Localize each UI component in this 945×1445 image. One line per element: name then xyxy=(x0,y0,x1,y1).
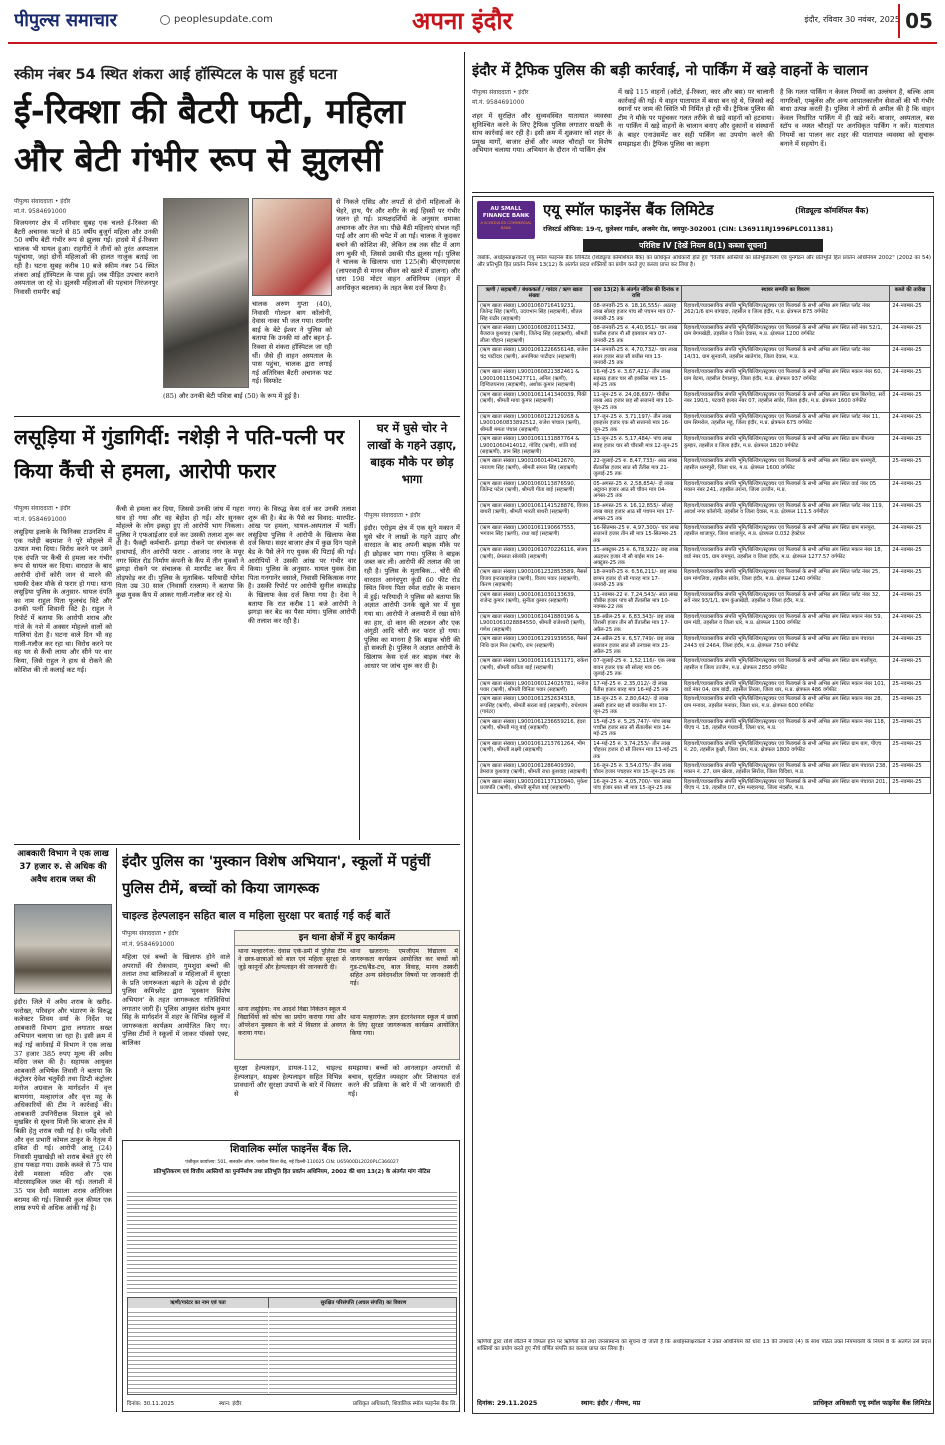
story5-headline: आबकारी विभाग ने एक लाख 37 हजार रु. से अधिक की अवैध शराब जब्त की xyxy=(17,849,109,885)
story6-box-item-3-text: थाना खजराना: एमजीएम विद्यालय में जागरूकता कार्यक्रम आयोजित कर बच्चों को गुड-टच/बैड-टच, बाल विवाह, मानव तस्करी सहित अन्य संवेदनशील विषयों पर जानकारी दी गई। xyxy=(350,948,458,987)
au-logo-sub: A SCHEDULED COMMERCIAL BANK xyxy=(480,221,532,230)
table-row xyxy=(478,657,931,679)
au-bank-notice xyxy=(472,196,934,1414)
table-row xyxy=(478,524,931,546)
table-row xyxy=(478,590,931,612)
table-cell-notice: 15-अक्टूबर-25 रु. 6,78,922/- छह लाख अठहत्तर हजार नौ सौ बाईस मात्र 14-अक्टूबर-25 तक xyxy=(591,546,682,568)
table-cell-date: 25-नवम्बर-25 xyxy=(890,777,931,793)
shivalik-col1-body xyxy=(128,1309,268,1395)
table-cell-borrower: (ऋण खाता संख्या) L9001060716419231, जितेन्द्र सिंह (ऋणी), उदयभान सिंह (सहऋणी), शीतल सिंह राठौर (सहऋणी) xyxy=(478,301,591,323)
story1-caption: (85) और उनकी बेटी पवित्रा बाई (50) के रूप में हुई है। xyxy=(163,392,300,400)
story2-headline: इंदौर में ट्रैफिक पुलिस की बड़ी कार्रवाई, नो पार्किंग में खड़े वाहनों के चालान xyxy=(472,63,868,79)
story1-headline: ई-रिक्शा की बैटरी फटी, महिला और बेटी गंभीर रूप से झुलसीं xyxy=(14,92,405,180)
table-cell-property: रिहायशी/व्यावसायिक संपत्ति भूमि/बिल्डिंग/स्ट्रक्चर एवं फिक्चर्स के सभी अभिन्न अंग स्थित प्लॉट नंबर 32, सर्वे नंबर 93/1/1, ग्राम कुंआखेड़ी, तहसील व जिला इंदौर, म.प्र. xyxy=(681,590,889,612)
table-cell-property: रिहायशी/व्यावसायिक संपत्ति भूमि/बिल्डिंग/स्ट्रक्चर एवं फिक्चर्स के सभी अभिन्न अंग स्थित सर्वे नंबर 52/1, ग्राम बेगमखेड़ी, तहसील व जिला देवास, म.प्र. क्षेत्रफल 1200 वर्गफीट xyxy=(681,324,889,346)
shivalik-col1-header: ऋणी/गारंटर का नाम एवं पता xyxy=(128,1298,268,1308)
table-cell-property: रिहायशी/व्यावसायिक संपत्ति भूमि/बिल्डिंग/स्ट्रक्चर एवं फिक्चर्स के सभी अभिन्न अंग स्थित प्लॉट नंबर 262/1/6 ग्राम बांगड़दा, तहसील व जिला इंदौर, म.प्र. क्षेत्रफल 875 वर्गफीट xyxy=(681,301,889,323)
story6-box-item-3 xyxy=(350,948,458,1012)
table-cell-borrower: (ऋण खाता संख्या) L9001061137130940, मुकेश प्रजापति (ऋणी), श्रीमती सुनीता बाई (सहऋणी) xyxy=(478,777,591,793)
shivalik-title: शिवालिक स्मॉल फाइनेंस बैंक लि. xyxy=(230,1144,352,1155)
table-row xyxy=(478,435,931,457)
table-cell-notice: 15-मई-25 रु. 5,25,747/- पांच लाख पच्चीस हजार सात सौ सैंतालीस मात्र 14-मई-25 तक xyxy=(591,717,682,739)
table-cell-date: 25-नवम्बर-25 xyxy=(890,739,931,761)
table-row xyxy=(478,612,931,634)
table-cell-property: रिहायशी/व्यावसायिक संपत्ति भूमि/बिल्डिंग/स्ट्रक्चर एवं फिक्चर्स के सभी अभिन्न अंग स्थित वार्ड नंबर 05 मकान नंबर 241, तहसील तराना, जिला उज्जैन, म.प्र. xyxy=(681,479,889,501)
table-cell-borrower: (ऋण खाता संख्या) L9001060140412670, नारायण सिंह (ऋणी), श्रीमती सपना सिंह (सहऋणी) xyxy=(478,457,591,479)
table-cell-date: 24-नवम्बर-25 xyxy=(890,657,931,679)
table-row xyxy=(478,457,931,479)
table-cell-borrower: (ऋण खाता संख्या) L9001061213761264, भीम (ऋणी), श्रीमती लक्ष्मी (सहऋणी) xyxy=(478,739,591,761)
table-cell-property: रिहायशी/व्यावसायिक संपत्ति भूमि/बिल्डिंग/स्ट्रक्चर एवं फिक्चर्स के सभी अभिन्न अंग स्थित मकान नंबर 60, ग्राम बेटमा, तहसील देपालपुर, जिला इंदौर, म.प्र. क्षेत्रफल 937 वर्गफीट xyxy=(681,368,889,390)
table-cell-borrower: (ऋण खाता संख्या) L9001061041880196 & L9001061028884550, श्रीमती राजेश्वरी (ऋणी), गणेश (सहऋणी) xyxy=(478,612,591,634)
table-cell-notice: 08-जनवरी-25 रु. 18,16,555/- अठारह लाख सोलह हजार पांच सौ पचपन मात्र 07-जनवरी-25 तक xyxy=(591,301,682,323)
table-row xyxy=(478,695,931,717)
table-row xyxy=(478,717,931,739)
story6-box-title: इन थाना क्षेत्रों में हुए कार्यक्रम xyxy=(235,931,459,946)
au-footer-note: ऋणियों द्वारा राशि लौटाने में विफल होने पर ऋणियों को तथा जनसामान्य को सूचना दी जाती है कि अधोहस्ताक्षरकर्ता ने उक्त अधिनियम की धारा 13 की उपधारा (4) के साथ पठित उक्त नियमावली के नियम 8 के अंतर्गत उसे प्रदत्त शक्तियों का प्रयोग करते हुए नीचे वर्णित संपत्ति का कब्जा प्राप्त कर लिया है। xyxy=(477,1339,931,1352)
shivalik-body xyxy=(127,1189,457,1293)
table-cell-property: रिहायशी/व्यावसायिक संपत्ति भूमि/बिल्डिंग/स्ट्रक्चर एवं फिक्चर्स के सभी अभिन्न अंग स्थित ग्राम पीपल्या कुम्हार, तहसील व जिला इंदौर, म.प्र. क्षेत्रफल 1820 वर्गफीट xyxy=(681,435,889,457)
table-cell-borrower: (ऋण खाता संख्या) L9001060821382461 & L9001061150427711, अनिल (ऋणी), दिग्विजयनाथ (सहऋणी), अशोक कुमार (सहऋणी) xyxy=(478,368,591,390)
table-cell-date: 25-नवम्बर-25 xyxy=(890,457,931,479)
au-address: रजिस्टर्ड ऑफिस: 19-ए, धुलेश्वर गार्डन, अजमेर रोड, जयपुर-302001 (CIN: L36911RJ1996PLC011381) xyxy=(543,225,833,233)
au-bank-sub: (शिड्यूल्ड कॉमर्शियल बैंक) xyxy=(795,206,869,215)
story1-mobile: मो.नं. 9584691000 xyxy=(14,208,67,215)
table-cell-property: रिहायशी/व्यावसायिक संपत्ति भूमि/बिल्डिंग/स्ट्रक्चर एवं फिक्चर्स के सभी अभिन्न अंग स्थित प्लॉट नंबर 14/31, ग्राम सुनवानी, तहसील खातेगांव, जिला देवास, म.प्र. xyxy=(681,346,889,368)
table-row xyxy=(478,501,931,523)
table-cell-date: 24-नवम्बर-25 xyxy=(890,635,931,657)
table-cell-date: 24-नवम्बर-25 xyxy=(890,590,931,612)
table-cell-borrower: (ऋण खाता संख्या) L9001061030133639, राजेन्द्र कुमार (ऋणी), सुनीता कुमार (सहऋणी) xyxy=(478,590,591,612)
table-row xyxy=(478,390,931,412)
story4-byline: पीपुल्स संवाददाता • इंदौर xyxy=(364,512,421,519)
table-cell-date: 24-नवम्बर-25 xyxy=(890,346,931,368)
story1-kicker: स्कीम नंबर 54 स्थित शंकरा आई हॉस्पिटल के पास हुई घटना xyxy=(14,67,338,83)
table-cell-borrower: (ऋण खाता संख्या) L9001061141340039, पिंकी (ऋणी), श्रीमती माया कुमार (सहऋणी) xyxy=(478,390,591,412)
table-cell-borrower: (ऋण खाता संख्या) L9001061161151171, राकेश (ऋणी), श्रीमती कविता बाई (सहऋणी) xyxy=(478,657,591,679)
table-cell-notice: 11-नवम्बर-22 रु. 7,24,543/- सात लाख चौबीस हजार पांच सौ तैंतालीस मात्र 10-नवम्बर-22 तक xyxy=(591,590,682,612)
table-cell-date: 24-नवम्बर-25 xyxy=(890,524,931,546)
story6-body3: समझाया। बच्चों को आनलाइन अपराधों से बचाव, सुरक्षित व्यवहार और शिकायत दर्ज करने की प्रक्रिया के बारे में भी जानकारी दी गई। xyxy=(348,1064,460,1098)
story3-mobile: मो.नं. 9584691000 xyxy=(14,516,67,523)
au-logo-text: AU SMALL FINANCE BANK xyxy=(482,206,530,219)
table-cell-property: रिहायशी/व्यावसायिक संपत्ति भूमि/बिल्डिंग/स्ट्रक्चर एवं फिक्चर्स के सभी अभिन्न अंग स्थित प्लॉट नंबर 11, ग्राम सिमरोल, तहसील महू, जिला इंदौर, म.प्र. क्षेत्रफल 675 वर्गफीट xyxy=(681,412,889,434)
table-row xyxy=(478,777,931,793)
table-cell-notice: 14-जनवरी-25 रु. 4,70,732/- चार लाख सत्तर हजार सात सौ बत्तीस मात्र 13-जनवरी-25 तक xyxy=(591,346,682,368)
table-cell-date: 24-नवम्बर-25 xyxy=(890,479,931,501)
table-cell-borrower: (ऋण खाता संख्या) L9001060113876590, जितेन्द्र पटेल (ऋणी), श्रीमती गीता बाई (सहऋणी) xyxy=(478,479,591,501)
table-cell-notice: 22-जुलाई-25 रु. 8,47,733/- आठ लाख सैंतालीस हजार सात सौ तैंतीस मात्र 21-जुलाई-25 तक xyxy=(591,457,682,479)
story6-body2: सुरक्षा हेल्पलाइन, डायल-112, चाइल्ड हेल्पलाइन, साइबर हेल्पलाइन सहित विभिन्न प्रावधानों और सुरक्षा उपायों के बारे में विस्तार से xyxy=(234,1064,342,1098)
table-cell-notice: 16-जून-25 रु. 4,05,700/- चार लाख पांच हजार सात सौ मात्र 15-जून-25 तक xyxy=(591,777,682,793)
table-cell-date: 24-नवम्बर-25 xyxy=(890,568,931,590)
page-number: 05 xyxy=(898,4,938,38)
story1-body3: से निकले एसिड और लपटों से दोनों महिलाओं के चेहरे, हाथ, पैर और शरीर के कई हिस्सों पर गंभीर जलन हो गई। प्रत्यक्षदर्शियों के अनुसार धमाका अचानक और तेज था। पीछे बैठी महिलाएं संभल नहीं पाईं और आग की चपेट में आ गईं। चालक ने कूदकर बचने की कोशिश की, लेकिन तब तक सीट में आग लग चुकी थी, जिससे उसकी पीठ झुलस गई। पुलिस ने चालक के खिलाफ धारा 125(बी) बीएनएसएस (लापरवाही से मानव जीवन को खतरे में डालना) और धारा 198 मोटर वाहन अधिनियम (वाहन में अनधिकृत बदलाव) के तहत केस दर्ज किया है। xyxy=(336,198,460,292)
table-row xyxy=(478,679,931,695)
story1-byline: पीपुल्स संवाददाता • इंदौर xyxy=(14,198,71,205)
table-cell-borrower: (ऋण खाता संख्या) L9001061226656148, राजेश चंद्र पाटीदार (ऋणी), अनामिका पाटीदार (सहऋणी) xyxy=(478,346,591,368)
table-cell-property: रिहायशी/व्यावसायिक संपत्ति भूमि/बिल्डिंग/स्ट्रक्चर एवं फिक्चर्स के सभी अभिन्न अंग स्थित ग्राम मानपुरा, तहसील शाजापुर, जिला शाजापुर, म.प्र. क्षेत्रफल 0.032 हेक्टेयर xyxy=(681,524,889,546)
story2-body: शहर में सुरक्षित और सुव्यवस्थित यातायात व्यवस्था सुनिश्चित करने के लिए ट्रैफिक पुलिस लगातार सख्ती के साथ कार्रवाई कर रही है। इसी क्रम में शुक्रवार को शहर के प्रमुख मार्गों, बाजार क्षेत्रों और व्यस्त चौराहों पर विशेष अभियान चलाया गया। अभियान के दौरान नो पार्किंग क्षेत्र xyxy=(472,112,612,155)
table-row xyxy=(478,346,931,368)
au-place: स्थान: इंदौर / नीमच, मप्र xyxy=(581,1399,641,1407)
shivalik-sign: प्राधिकृत अधिकारी, शिवालिक स्मॉल फाइनेंस बैंक लि. xyxy=(352,1401,457,1407)
story6-box-item-1-text: थाना मल्हारगंज: देवास एके-डमी में पुलिस टीम ने छात्र-छात्राओं को बाल एवं महिला सुरक्षा से जुड़े कानूनों और हेल्पलाइन की जानकारी दी। xyxy=(238,948,346,971)
story6-box-item-1 xyxy=(238,948,346,1004)
shivalik-address: पंजीकृत कार्यालय: 501, सलकॉन ऑरम, जसोला जिला केंद्र, नई दिल्ली-110025 CIN: U65900DL2020PLC366027 xyxy=(185,1160,399,1165)
table-cell-borrower: (ऋण खाता संख्या) L9001061232853589, मैसर्स विजय इन्टरप्राइजेज (ऋणी), विजय पवार (सहऋणी), किरण (सहऋणी) xyxy=(478,568,591,590)
story4-body: इंदौर। एरोड्रम क्षेत्र में एक सूने मकान में घुसे चोर ने लाखों के गहने उड़ाए और वारदात के बाद अपनी बाइक मौके पर ही छोड़कर भाग गया। पुलिस ने बाइक जब्त कर ली। आरोपी की तलाश की जा रही है। पुलिस के मुताबिक... चोरी की वारदात आनंदपुरा कुंडी 60 फीट रोड स्थित विनय पिता रमेश राठौर के मकान में हुई। फरियादी ने पुलिस को बताया कि अज्ञात आरोपी उनके खुले घर में घुस गया था। आरोपी ने अलमारी में रखा सोने का हार, दो कान की लटकन और एक अंगूठी आदि चोरी कर फरार हो गया। पुलिस का मानना है कि बाइक चोरी की हो सकती है। पुलिस ने अज्ञात आरोपी के खिलाफ केस दर्ज कर बाइक नंबर के आधार पर जांच शुरू कर दी है। xyxy=(364,524,460,670)
story2-mobile: मो.नं. 9584691000 xyxy=(472,99,525,106)
table-cell-notice: 17-मई-25 रु. 2,35,012/- दो लाख पैंतीस हजार बारह मात्र 16-मई-25 तक xyxy=(591,679,682,695)
table-cell-date: 25-नवम्बर-25 xyxy=(890,695,931,717)
col-date: कब्जे की तारीख xyxy=(890,286,931,302)
table-cell-date: 25-नवम्बर-25 xyxy=(890,762,931,778)
globe-icon xyxy=(160,15,170,25)
table-row xyxy=(478,546,931,568)
table-row xyxy=(478,568,931,590)
table-cell-property: रिहायशी/व्यावसायिक संपत्ति भूमि/बिल्डिंग/स्ट्रक्चर एवं फिक्चर्स के सभी अभिन्न अंग स्थित प्लॉट नंबर 119, आदर्श नगर कॉलोनी, तहसील व जिला देवास, म.प्र. क्षेत्रफल 111.5 वर्गमीटर xyxy=(681,501,889,523)
shivalik-col2-header: सुरक्षित परिसंपत्ति (अचल संपत्ति) का विवरण xyxy=(268,1298,457,1308)
table-cell-date: 24-नवम्बर-25 xyxy=(890,368,931,390)
table-cell-property: रिहायशी/व्यावसायिक संपत्ति भूमि/बिल्डिंग/स्ट्रक्चर एवं फिक्चर्स के सभी अभिन्न अंग स्थित मकान नंबर 101, वार्ड नंबर 04, ग्राम बांद्री, तहसील तिरला, जिला धार, म.प्र. क्षेत्रफल 486 वर्गफीट xyxy=(681,679,889,695)
story6-byline: पीपुल्स संवाददाता • इंदौर xyxy=(122,930,179,937)
table-cell-borrower: (ऋण खाता संख्या) L9001060124025781, मनोज पवार (ऋणी), श्रीमती विनिता पवार (सहऋणी) xyxy=(478,679,591,695)
table-cell-notice: 05-अगस्त-25 रु. 2,58,854/- दो लाख अट्ठावन हजार आठ सौ चौवन मात्र 04-अगस्त-25 तक xyxy=(591,479,682,501)
table-row xyxy=(478,762,931,778)
shivalik-date: दिनांक: 30.11.2025 xyxy=(127,1401,175,1407)
table-cell-property: रिहायशी/व्यावसायिक संपत्ति भूमि/बिल्डिंग/स्ट्रक्चर एवं फिक्चर्स के सभी अभिन्न अंग स्थित मकान नंबर 59, ग्राम मंडी, तहसील व जिला धार, म.प्र. क्षेत्रफल 1300 वर्गफीट xyxy=(681,612,889,634)
story6-body: महिला एवं बच्चों के खिलाफ होने वाले अपराधों की रोकथाम, गुमशुदा बच्चों की तलाश तथा बालिकाओं व महिलाओं में सुरक्षा के प्रति जागरूकता बढ़ाने के उद्देश्य से इंदौर पुलिस कमिश्नरेट द्वारा 'मुस्कान विशेष अभियान' के तहत जागरूकता गतिविधियां लगातार जारी हैं। पुलिस आयुक्त संतोष कुमार सिंह के मार्गदर्शन में शहर के विभिन्न स्कूलों में जागरूकता कार्यक्रम आयोजित किए गए। पुलिस टीमों ने स्कूलों में जाकर पॉक्सो एक्ट, बालिका xyxy=(122,953,230,1047)
masthead-brand: पीपुल्स समाचार xyxy=(14,10,117,31)
table-cell-borrower: (ऋण खाता संख्या) L9001061141528876, विजय बाथरी (ऋणी), श्रीमती भारती बाथरी (सहऋणी) xyxy=(478,501,591,523)
au-intro: जबकि, अधोहस्ताक्षरकर्ता एयू स्मॉल फाइनेंस बैंक लिमिटेड (शिड्यूल्ड कॉमर्शियल बैंक) का प्राधिकृत अधिकारी होते हुए "वित्तीय आस्तियों का प्रतिभूतिकरण एवं पुनर्गठन और प्रतिभूति हित प्रवर्तन अधिनियम 2002" (2002 का 54) और प्रतिभूति हित प्रवर्तन नियम 13(12) के अंतर्गत प्रदत्त शक्तियों का प्रयोग करते हुए कब्जा प्राप्त कर लिया है। xyxy=(477,255,931,268)
table-cell-property: रिहायशी/व्यावसायिक संपत्ति भूमि/बिल्डिंग/स्ट्रक्चर एवं फिक्चर्स के सभी अभिन्न अंग स्थित ग्राम पंचायत 201, पीएच नं. 19, तहसील 07, ग्राम मल्हारगढ़, जिला मंदसौर, म.प्र. xyxy=(681,777,889,793)
story6-box-item-2-text: थाना लसूड़िया: नव आदर्श विद्या निकेतन स्कूल में विद्यार्थियों को कोच का प्रयोग कराया गया और ऑपरेशन मुस्कान के बारे में विस्तार से अवगत कराया गया। xyxy=(238,1006,346,1037)
table-cell-notice: 07-जुलाई-25 रु. 1,52,116/- एक लाख बावन हजार एक सौ सोलह मात्र 06-जुलाई-25 तक xyxy=(591,657,682,679)
table-cell-property: रिहायशी/व्यावसायिक संपत्ति भूमि/बिल्डिंग/स्ट्रक्चर एवं फिक्चर्स के सभी अभिन्न अंग स्थित ग्राम धरमपुरी, तहसील धरमपुरी, जिला धार, म.प्र. क्षेत्रफल 1600 वर्गफीट xyxy=(681,457,889,479)
table-row xyxy=(478,301,931,323)
story6-box-item-4-text: थाना मल्हारगंज: ज्ञान इंटरनेशनल स्कूल में छात्रों के लिए सुरक्षा जागरूकता कार्यक्रम आयोजित किया गया। xyxy=(350,1014,458,1037)
table-cell-property: रिहायशी/व्यावसायिक संपत्ति भूमि/बिल्डिंग/स्ट्रक्चर एवं फिक्चर्स के सभी अभिन्न अंग स्थित ग्राम पंचायत 2443 एवं 2464, जिला इंदौर, म.प्र. क्षेत्रफल 750 वर्गफीट xyxy=(681,635,889,657)
table-cell-borrower: (ऋण खाता संख्या) L9001061070226116, संजय (ऋणी), प्रेमलता सोलंकी (सहऋणी) xyxy=(478,546,591,568)
story1-body2: चालक अरुण गुप्ता (40), निवासी गोल्डन बाग कॉलोनी, देवास नाका भी जल गया। रामगीर बाई के बेटे ईश्वर ने पुलिस को बताया कि उनकी मां और बहन ई-रिक्शा से शंकरा हॉस्पिटल जा रही थीं। जैसे ही वाहन अस्पताल के पास पहुंचा, चालक द्वारा लगाई गई अतिरिक्त बैटरी अचानक फट गई। विस्फोट xyxy=(252,300,332,386)
table-row xyxy=(478,739,931,761)
masthead-website: peoplesupdate.com xyxy=(174,14,273,25)
au-logo xyxy=(477,201,535,239)
table-cell-date: 24-नवम्बर-25 xyxy=(890,501,931,523)
story6-mobile: मो.नं. 9584691000 xyxy=(122,941,175,948)
table-cell-date: 24-नवम्बर-25 xyxy=(890,324,931,346)
table-cell-notice: 18-अगस्त-25 रु. 16,12,855/- सोलह लाख बारह हजार आठ सौ पचपन मात्र 17-अगस्त-25 तक xyxy=(591,501,682,523)
table-cell-borrower: (ऋण खाता संख्या) L9001061291939556, मैसर्स निधि दाल मिल (ऋणी), राम (सहऋणी) xyxy=(478,635,591,657)
story4-headline: घर में घुसे चोर ने लाखों के गहने उड़ाए, बाइक मौके पर छोड़ भागा xyxy=(367,421,457,486)
story5-body: इंदौर। जिले में अवैध शराब के खरीद-फरोख्त, परिवहन और भंडारण के विरुद्ध कलेक्टर शिवम वर्मा के निर्देश पर आबकारी विभाग द्वारा लगातार सख्त अभियान चलाया जा रहा है। इसी क्रम में कई गई कार्रवाई में विभाग ने एक लाख 37 हजार 385 रुपए मूल्य की अवैध मदिरा जब्त की है। सहायक आयुक्त आबकारी अभिषेक तिवारी ने बताया कि कंट्रोलर देवेश चतुर्वेदी तथा डिप्टी कंट्रोलर मनोज अग्रवाल के मार्गदर्शन में वृत्त बाणगंगा, मल्हारगंज और वृत्त महू के अधिकारियों की टीम ने कार्रवाई की। आबकारी उपनिरीक्षक विशाल दुबे को मुखबिर से सूचना मिली कि बाजार क्षेत्र में बिक्री हेतु शराब रखी गई है। धर्मेंद्र जोशी और वृत्त प्रभारी कोमल ठाकुर के नेतृत्व में दबिश दी गई। आरोपी आलू (24) निवासी मुखाखेड़ी को शराब बेचते हुए रंगे हाथ पकड़ा गया। उसके कब्जे से 75 पाव देसी मसाला मदिरा और एक मोटरसाइकिल जब्त की गई। तलाशी में 35 पाव देसी मसाला शराब अतिरिक्त बरामद की गई। जिसकी कुल कीमत एक लाख रुपये से अधिक आंकी गई है। xyxy=(14,998,112,1213)
table-cell-property: रिहायशी/व्यावसायिक संपत्ति भूमि/बिल्डिंग/स्ट्रक्चर एवं फिक्चर्स के सभी अभिन्न अंग स्थित ग्राम बिरगोदा, सर्वे नंबर 190/1, पटवारी हल्का नंबर 07, तहसील सांवेर, जिला इंदौर, म.प्र. क्षेत्रफल 1600 वर्गफीट xyxy=(681,390,889,412)
story6-box xyxy=(234,930,460,1060)
story3-body: लसूड़िया इलाके के फिनिक्स टाउनशिप में एक नशेड़ी बदमाश ने पूरे मोहल्ले में उत्पात मचा दिया। विरोध करने पर उसने एक दंपति पर कैंची से हमला कर गंभीर रूप से घायल कर दिया। वारदात के बाद आरोपी दोनों कोरी जान से मारने की धमकी देकर मौके से फरार हो गया। थाना लसूड़िया पुलिस के अनुसार- घायल दंपति का नाम राहुल पिता फूलचंद विटे और उनकी पत्नी शिवानी विटे है। राहुल ने रिपोर्ट में बताया कि आरोपी शराब और गांजे के नशे में अक्सर मोहल्ले वालों को गालियां देता है। घटना वाले दिन भी वह गाली-गलौज कर रहा था। विरोध करने पर वह घर से कैंची लाया और सीने पर वार किया, जिसे राहुल ने हाथ से रोकने की कोशिश की तो कलाई कट गई। xyxy=(14,528,112,674)
table-cell-notice: 16-जून-25 रु. 3,54,075/- तीन लाख चौवन हजार पचहत्तर मात्र 15-जून-25 तक xyxy=(591,762,682,778)
erickshaw-photo xyxy=(163,198,249,388)
story6-headline: इंदौर पुलिस का 'मुस्कान विशेष अभियान', स्कूलों में पहुंचीं पुलिस टीमें, बच्चों को किया जागरूक xyxy=(122,853,431,897)
au-bank-name: एयू स्मॉल फाइनेंस बैंक लिमिटेड xyxy=(543,201,714,219)
masthead xyxy=(0,0,945,42)
story2-body2: में खड़े 115 वाहनों (ऑटो, ई-रिक्शा, कार और बस) पर चालानी कार्रवाई की गई। ये वाहन यातायात में बाधा बन रहे थे, जिससे कई स्थानों पर जाम की स्थिति भी निर्मित हो रही थी। ट्रैफिक पुलिस की टीम ने मौके पर पहुंचकर गलत तरीके से खड़े वाहनों को हटवाया। ना पार्किंग में खड़े वाहनों के चालान बनाए और दुकानों व संस्थानों के बाहर एनाउंसमेंट कर सही पार्किंग का उपयोग करने की समझाइश दी। ट्रैफिक पुलिस का कहना xyxy=(618,88,774,148)
story1-body: विजयनगर क्षेत्र में शनिवार सुबह एक चलते ई-रिक्शा की बैटरी अचानक फटने से 85 वर्षीय बुजुर्ग महिला और उनकी 50 वर्षीय बेटी गंभीर रूप से झुलस गईं। हादसे में ई-रिक्शा चालक भी घायल हुआ। राहगीरों ने तीनों को तुरंत अस्पताल पहुंचाया, जहां दोनों महिलाओं की हालत नाजुक बताई जा रही है। घटना सुबह करीब 10 बजे स्कीम नंबर 54 स्थित शंकरा आई हॉस्पिटल के पास हुई। जब पीड़ित उपचार कराने अस्पताल जा रहे थे। झुलसी महिलाओं की पहचान निरंजनपुर निवासी रामगीर बाई xyxy=(14,219,158,296)
table-cell-property: रिहायशी/व्यावसायिक संपत्ति भूमि/बिल्डिंग/स्ट्रक्चर एवं फिक्चर्स के सभी अभिन्न अंग स्थित मकान नंबर 18, वार्ड नंबर 05, ग्राम रामपुरा, तहसील व जिला इंदौर, म.प्र. क्षेत्रफल 1277.57 वर्गफीट xyxy=(681,546,889,568)
story6-box-item-4 xyxy=(350,1014,458,1058)
table-cell-date: 25-नवम्बर-25 xyxy=(890,717,931,739)
table-cell-notice: 16-मई-25 रु. 3,67,421/- तीन लाख सड़सठ हजार चार सौ इक्कीस मात्र 15-मई-25 तक xyxy=(591,368,682,390)
table-cell-notice: 18-जनवरी-25 रु. 6,56,211/- छह लाख छप्पन हजार दो सौ ग्यारह मात्र 17-जनवरी-25 तक xyxy=(591,568,682,590)
table-row xyxy=(478,635,931,657)
table-cell-date: 24-नवम्बर-25 xyxy=(890,435,931,457)
table-cell-property: रिहायशी/व्यावसायिक संपत्ति भूमि/बिल्डिंग/स्ट्रक्चर एवं फिक्चर्स के सभी अभिन्न अंग स्थित ग्राम बाग, पीएच नं. 20, तहसील कुक्षी, जिला धार, म.प्र. क्षेत्रफल 1800 वर्गफीट xyxy=(681,739,889,761)
table-cell-notice: 18-अप्रैल-25 रु. 6,83,343/- छह लाख तिरासी हजार तीन सौ तैंतालीस मात्र 17-अप्रैल-25 तक xyxy=(591,612,682,634)
table-cell-borrower: (ऋण खाता संख्या) L9001061252634318, रूपसिंह (ऋणी), श्रीमती सरला बाई (सहऋणी), राधेश्याम (गारंटर) xyxy=(478,695,591,717)
table-cell-notice: 16-सितम्बर-25 रु. 4,97,300/- चार लाख सत्तानवे हजार तीन सौ मात्र 15-सितम्बर-25 तक xyxy=(591,524,682,546)
table-cell-notice: 13-जून-25 रु. 5,17,484/- पांच लाख सत्रह हजार चार सौ चौरासी मात्र 12-जून-25 तक xyxy=(591,435,682,457)
table-cell-notice: 14-मई-25 रु. 3,74,253/- तीन लाख चौहत्तर हजार दो सौ तिरपन मात्र 13-मई-25 तक xyxy=(591,739,682,761)
table-cell-property: रिहायशी/व्यावसायिक संपत्ति भूमि/बिल्डिंग/स्ट्रक्चर एवं फिक्चर्स के सभी अभिन्न अंग स्थित मकान नंबर 28, ग्राम मनावर, तहसील मनावर, जिला धार, म.प्र. क्षेत्रफल 600 वर्गफीट xyxy=(681,695,889,717)
col-property: स्थावर सम्पत्ति का विवरण xyxy=(681,286,889,302)
au-appendix: परिशिष्ट IV [देखें नियम 8(1) कब्जा सूचना] xyxy=(583,239,823,252)
au-sign: प्राधिकृत अधिकारी एयू स्मॉल फाइनेंस बैंक लिमिटेड xyxy=(813,1399,931,1407)
possession-table xyxy=(477,285,931,1335)
table-cell-date: 24-नवम्बर-25 xyxy=(890,612,931,634)
section-title: अपना इंदौर xyxy=(412,7,513,35)
story2-byline: पीपुल्स संवाददाता • इंदौर xyxy=(472,89,529,96)
possession-table-grid xyxy=(477,285,931,794)
table-cell-borrower: (ऋण खाता संख्या) L9001060820113432, बैजराज कुशवाह (ऋणी), जितेन्द्र सिंह (सहऋणी), श्रीमती लीला चौहान (सहऋणी) xyxy=(478,324,591,346)
table-cell-date: 25-नवम्बर-25 xyxy=(890,679,931,695)
table-cell-notice: 24-अप्रैल-25 रु. 6,57,749/- छह लाख सत्तावन हजार सात सौ उनचास मात्र 23-अप्रैल-25 तक xyxy=(591,635,682,657)
story6-box-item-2 xyxy=(238,1006,346,1058)
table-row xyxy=(478,412,931,434)
table-cell-property: रिहायशी/व्यावसायिक संपत्ति भूमि/बिल्डिंग/स्ट्रक्चर एवं फिक्चर्स के सभी अभिन्न अंग स्थित ग्राम मालीपुरा, तहसील व जिला उज्जैन, म.प्र. क्षेत्रफल 2850 वर्गफीट xyxy=(681,657,889,679)
table-cell-date: 24-नवम्बर-25 xyxy=(890,412,931,434)
table-row xyxy=(478,368,931,390)
table-row xyxy=(478,324,931,346)
table-cell-notice: 18-जून-25 रु. 2,80,642/- दो लाख अस्सी हजार छह सौ बयालीस मात्र 17-जून-25 तक xyxy=(591,695,682,717)
victim-photo xyxy=(252,198,332,296)
table-row xyxy=(478,479,931,501)
table-cell-borrower: (ऋण खाता संख्या) L9001061190667555, भगवान सिंह (ऋणी), राधा बाई (सहऋणी) xyxy=(478,524,591,546)
col-borrower: ऋणी / सहऋणी / बंधककर्ता / गारंटर / ऋण खाता संख्या xyxy=(478,286,591,302)
story6-subhead: चाइल्ड हेल्पलाइन सहित बाल व महिला सुरक्षा पर बताई गई कई बातें xyxy=(122,909,391,922)
table-cell-date: 24-नवम्बर-25 xyxy=(890,390,931,412)
table-cell-property: रिहायशी/व्यावसायिक संपत्ति भूमि/बिल्डिंग/स्ट्रक्चर एवं फिक्चर्स के सभी अभिन्न अंग स्थित प्लॉट नंबर 25, ग्राम मांगलिया, तहसील सांवेर, जिला इंदौर, म.प्र. क्षेत्रफल 1240 वर्गफीट xyxy=(681,568,889,590)
table-cell-date: 24-नवम्बर-25 xyxy=(890,301,931,323)
shivalik-table xyxy=(127,1297,457,1395)
au-date: दिनांक: 29.11.2025 xyxy=(477,1399,538,1407)
table-cell-notice: 11-जून-25 रु. 24,08,697/- चौबीस लाख आठ हजार छह सौ सत्तानवे मात्र 10-जून-25 तक xyxy=(591,390,682,412)
shivalik-subtitle: प्रतिभूतिकरण एवं वित्तीय आस्तियों का पुनर्निर्माण तथा प्रतिभूति हित प्रवर्तन अधिनियम, 2002 की धारा 13(2) के अंतर्गत मांग नोटिस xyxy=(153,1169,431,1175)
table-cell-borrower: (ऋण खाता संख्या) L9001061131887764 & L9001060414012, गोविंद (ऋणी), शांति बाई (सहऋणी), ज्ञान सिंह (सहऋणी) xyxy=(478,435,591,457)
table-cell-property: रिहायशी/व्यावसायिक संपत्ति भूमि/बिल्डिंग/स्ट्रक्चर एवं फिक्चर्स के सभी अभिन्न अंग स्थित ग्राम पंचायत 238, मकान नं. 27, ग्राम खेरवा, तहसील सिरोंज, जिला विदिशा, म.प्र. xyxy=(681,762,889,778)
shivalik-notice xyxy=(122,1140,460,1412)
table-cell-borrower: (ऋण खाता संख्या) L9001060122129268 & L9001060833892512, राजेश पांचाल (ऋणी), श्रीमती ममता पंचाल (सहऋणी) xyxy=(478,412,591,434)
table-cell-borrower: (ऋण खाता संख्या) L9001061236659216, इंदरा (ऋणी), श्रीमती मंजू बाई (सहऋणी) xyxy=(478,717,591,739)
table-cell-notice: 17-जून-25 रु. 3,71,197/- तीन लाख इकहत्तर हजार एक सौ सत्तानवे मात्र 16-जून-25 तक xyxy=(591,412,682,434)
story2-body3: है कि गलत पार्किंग न केवल नियमों का उल्लंघन है, बल्कि आम नागरिकों, एम्बुलेंस और अन्य आपातकालीन सेवाओं की भी गंभीर बाधा उत्पन्न करती है। पुलिस ने लोगों से अपील की है कि वाहन केवल निर्धारित पार्किंग में ही खड़े करें। बाजार, अस्पताल, बस स्टॉप व व्यस्त चौराहों पर अनधिकृत पार्किंग न करें। यातायात नियमों का पालन कर शहर की यातायात व्यवस्था को सुचारू बनाने में सहयोग दें। xyxy=(780,88,934,148)
table-cell-property: रिहायशी/व्यावसायिक संपत्ति भूमि/बिल्डिंग/स्ट्रक्चर एवं फिक्चर्स के सभी अभिन्न अंग स्थित मकान नंबर 118, पीएच नं. 18, तहसील गंधवानी, जिला धार, म.प्र. xyxy=(681,717,889,739)
table-cell-notice: 08-जनवरी-25 रु. 4,40,951/- चार लाख चालीस हजार नौ सौ इक्यावन मात्र 07-जनवरी-25 तक xyxy=(591,324,682,346)
col-notice: धारा 13(2) के अंतर्गत नोटिस की दिनांक व राशि xyxy=(591,286,682,302)
story3-headline: लसूड़िया में गुंडागिर्दी: नशेड़ी ने पति-पत्नी पर किया कैंची से हमला, आरोपी फरार xyxy=(14,425,345,483)
story3-byline: पीपुल्स संवाददाता • इंदौर xyxy=(14,505,71,512)
dateline: इंदौर, रविवार 30 नवंबर, 2025 xyxy=(804,15,900,24)
shivalik-place: स्थान: इंदौर xyxy=(219,1401,242,1407)
seized-liquor-photo xyxy=(14,904,112,994)
story3-body3: नगर) के विरुद्ध केस दर्ज कर उनकी तलाश शुरू की है। बेड के पैसे का विवाद: मारपीट- आंख पर हमला, घायल-अस्पताल में भर्ती। लसूड़िया पुलिस ने आरोपी के खिलाफ केस दर्ज किया। सदर बाजार क्षेत्र में कुछ दिन पहले बेड के पैसे लेने गए युवक की पिटाई की गई। आरोपियों ने उसकी आंख पर गंभीर वार किया। पुलिस के अनुसार- घायल युवक देवा पिता गनगानेर वसाले, निवासी चिकित्सक नगर है। उसकी रिपोर्ट पर आरोपी सुनील वाकड़ोड़ के खिलाफ केस दर्ज किया गया है। देवा ने बताया कि रात करीब 11 बजे आरोपी ने झगड़ा कर बेड का पैसा मांगा। पुलिस आरोपी की तलाश कर रही है। xyxy=(248,505,356,625)
story3-body2: कैंची से हमला कर दिया, जिससे उनकी जांघ में गहरा घाव हो गया और वह बेहोश हो गईं। शोर सुनकर मोहल्ले के लोग इकट्ठा हुए तो आरोपी भाग निकला। पुलिस ने एफआईआर दर्ज कर उसकी तलाश शुरू कर दी है। फैक्ट्री कर्मचारी- झगड़ा रोकने पर संचालक से हाथापाई, तीन आरोपी फरार - आजाद नगर के मयूर नगर स्थित रोड निर्माण कंपनी के कैंप में तीन युवकों ने झगड़ा रोकने पर संचालक से मारपीट कर कैंप में तोड़फोड़ कर दी। पुलिस के मुताबिक- फरियादी योगेश पिता उम्र 30 साल (निवासी रतलाम) ने बताया कि कुछ युवक कैंप में आकर गाली-गलौज कर रहे थे। xyxy=(116,505,244,599)
shivalik-col2-body xyxy=(269,1309,457,1395)
table-cell-date: 24-नवम्बर-25 xyxy=(890,546,931,568)
table-cell-borrower: (ऋण खाता संख्या) L9001061286409390, डेमराज कुशवाह (ऋणी), श्रीमती राधा कुशवाह (सहऋणी) xyxy=(478,762,591,778)
